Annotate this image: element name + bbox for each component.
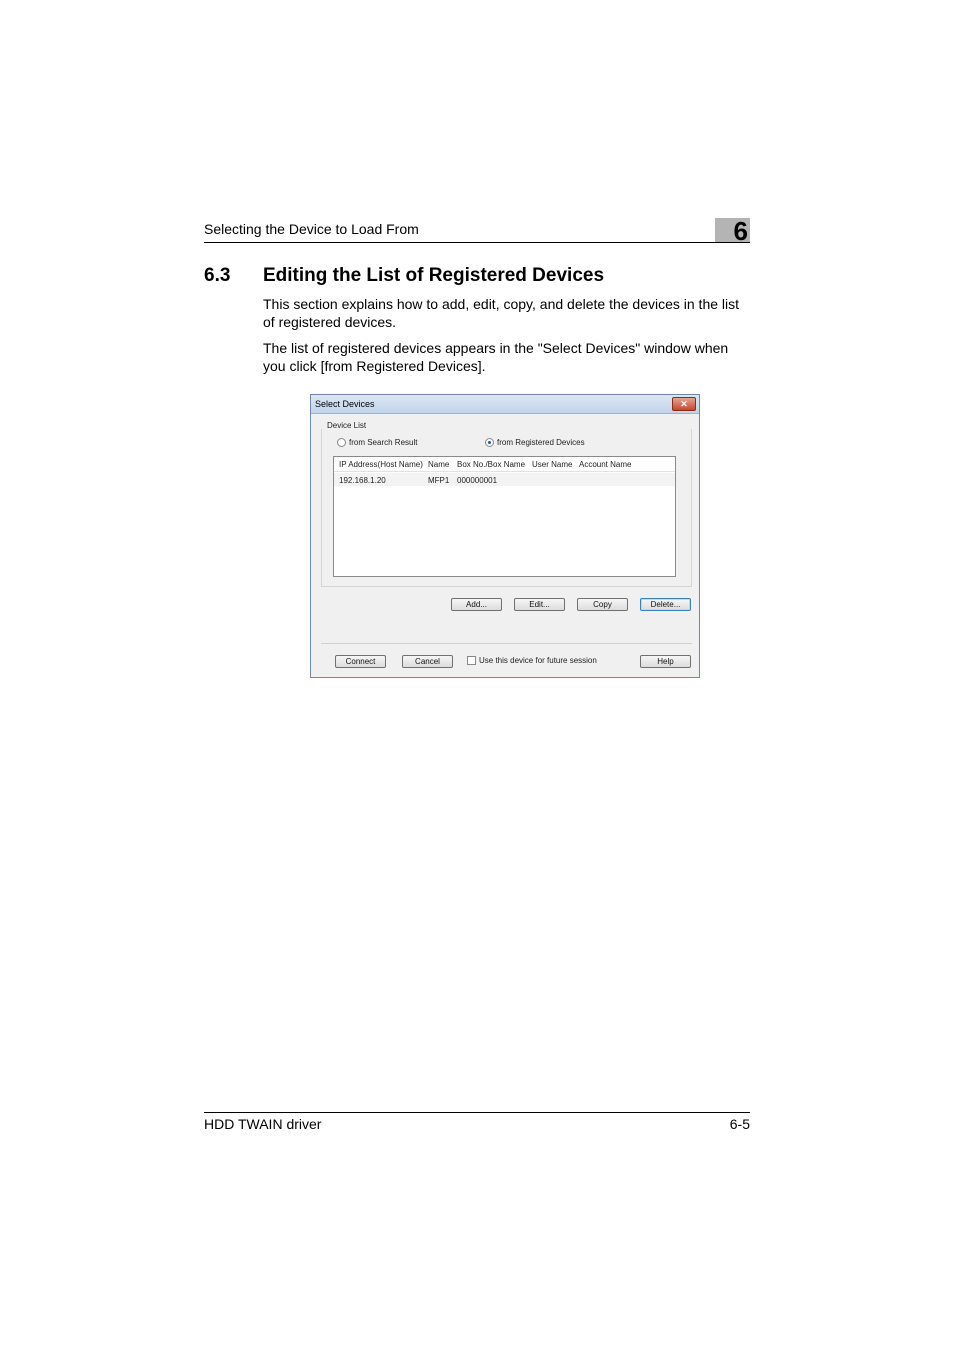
select-devices-dialog bbox=[310, 394, 700, 678]
copy-button[interactable]: Copy bbox=[577, 598, 628, 611]
footer-title: HDD TWAIN driver bbox=[204, 1116, 322, 1132]
running-title: Selecting the Device to Load From bbox=[204, 221, 419, 237]
radio-label: from Registered Devices bbox=[497, 438, 585, 447]
divider bbox=[321, 643, 692, 644]
body-paragraph: This section explains how to add, edit, copy, and delete the devices in the list of registered devices. bbox=[263, 296, 740, 330]
edit-button[interactable]: Edit... bbox=[514, 598, 565, 611]
add-button[interactable]: Add... bbox=[451, 598, 502, 611]
listview-header bbox=[334, 457, 675, 472]
radio-selected-icon bbox=[485, 438, 494, 447]
running-footer bbox=[204, 1112, 750, 1132]
section-title: Editing the List of Registered Devices bbox=[263, 265, 605, 286]
column-header-box[interactable]: Box No./Box Name bbox=[457, 460, 526, 469]
radio-label: from Search Result bbox=[349, 438, 418, 447]
section-number: 6.3 bbox=[204, 265, 231, 286]
close-icon[interactable]: ✕ bbox=[672, 397, 696, 411]
cell-ip: 192.168.1.20 bbox=[339, 476, 386, 485]
radio-from-search-result[interactable] bbox=[337, 438, 417, 447]
cancel-button[interactable]: Cancel bbox=[402, 655, 453, 668]
page-number: 6-5 bbox=[729, 1116, 750, 1132]
body-paragraph: The list of registered devices appears in the "Select Devices" window when you click [from Registered Devices]. bbox=[263, 340, 729, 374]
group-label: Device List bbox=[327, 421, 367, 430]
device-listview[interactable] bbox=[333, 456, 676, 577]
running-header bbox=[204, 220, 750, 243]
help-button[interactable]: Help bbox=[640, 655, 691, 668]
column-header-ip[interactable]: IP Address(Host Name) bbox=[339, 460, 423, 469]
table-row[interactable] bbox=[334, 473, 675, 486]
cell-box: 000000001 bbox=[457, 476, 498, 485]
checkbox-icon bbox=[467, 656, 476, 665]
chapter-number: 6 bbox=[733, 216, 748, 246]
cell-name: MFP1 bbox=[428, 476, 450, 485]
chapter-tab bbox=[715, 216, 750, 246]
dialog-titlebar bbox=[311, 395, 699, 414]
radio-from-registered-devices[interactable] bbox=[485, 438, 585, 447]
connect-button[interactable]: Connect bbox=[335, 655, 386, 668]
radio-icon bbox=[337, 438, 346, 447]
future-session-checkbox[interactable] bbox=[467, 656, 597, 665]
column-header-name[interactable]: Name bbox=[428, 460, 450, 469]
delete-button[interactable]: Delete... bbox=[640, 598, 691, 611]
column-header-account[interactable]: Account Name bbox=[579, 460, 632, 469]
column-header-user[interactable]: User Name bbox=[532, 460, 573, 469]
checkbox-label: Use this device for future session bbox=[479, 656, 597, 665]
dialog-title: Select Devices bbox=[315, 399, 375, 409]
